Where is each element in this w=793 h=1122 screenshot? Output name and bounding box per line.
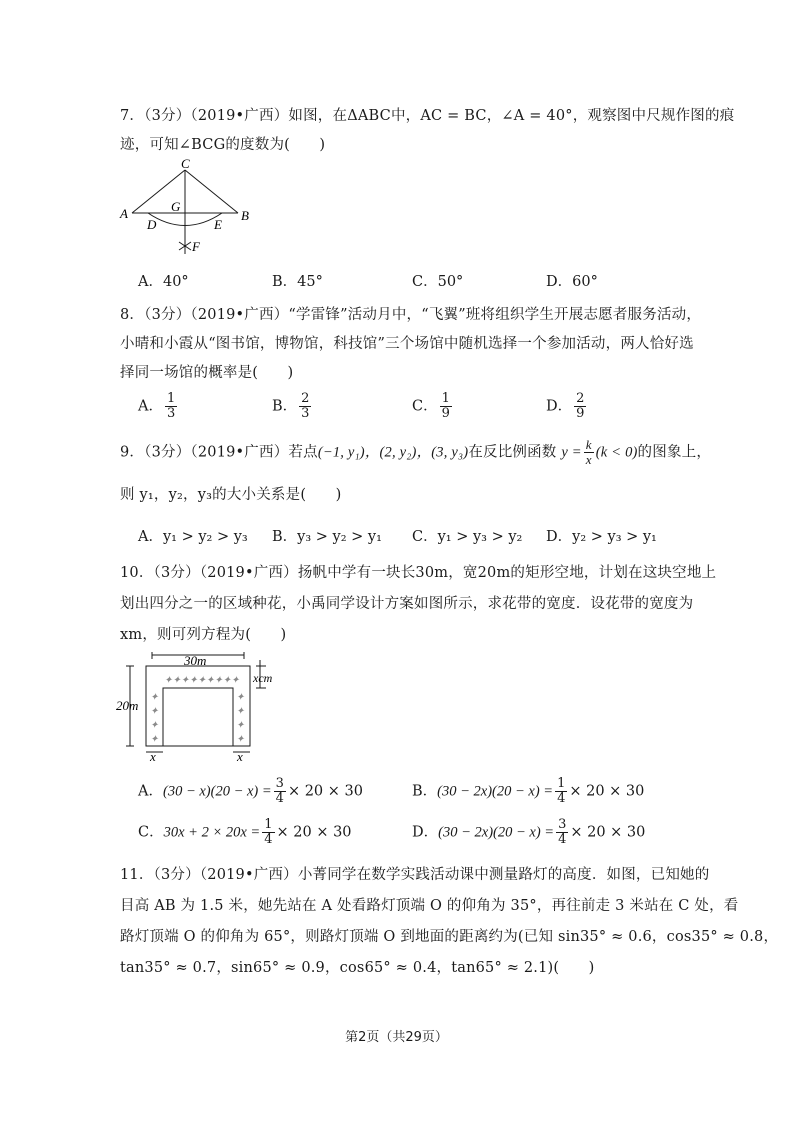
svg-text:✦: ✦ (236, 692, 245, 703)
q8-option-a-fraction (165, 392, 177, 421)
q10-option-b[interactable] (412, 777, 644, 806)
q9-func-fraction (584, 438, 594, 467)
q10-garden-figure (116, 652, 286, 762)
q10-option-c-fraction (262, 818, 274, 847)
q8-option-c-num: 1 (441, 391, 450, 406)
q8-text-line-3: 择同一场馆的概率是( ) (120, 365, 294, 381)
q10-option-c[interactable] (138, 818, 352, 847)
q8-option-d-fraction (574, 392, 586, 421)
q10-option-d-den: 4 (558, 832, 567, 847)
q10-label-bottom-right: x (237, 749, 243, 762)
svg-text:✦: ✦ (150, 706, 159, 717)
q9-option-d[interactable]: D．y₂ > y₃ > y₁ (546, 529, 657, 545)
q10-option-c-label: C． (138, 824, 164, 841)
q7-label-F: F (192, 239, 200, 254)
q7-label-D: D (147, 217, 157, 232)
q9-mid: 在反比例函数 (468, 444, 557, 461)
q10-option-a-pre: (30 − x)(20 − x) = (162, 783, 272, 800)
q7-option-a[interactable]: A．40° (138, 274, 189, 290)
q8-option-d[interactable] (546, 392, 588, 421)
q10-text-line-1: 10．（3分）（2019•广西）扬帆中学有一块长30m，宽20m的矩形空地，计划在这块空地上 (120, 565, 717, 581)
q7-label-B: B (241, 208, 249, 223)
q8-option-b-num: 2 (301, 391, 310, 406)
svg-text:✦: ✦ (236, 734, 245, 745)
q9-func-cond: (k < 0) (595, 444, 638, 461)
q7-label-E: E (214, 217, 222, 232)
q10-option-d[interactable] (412, 818, 645, 847)
q7-option-c[interactable]: C．50° (412, 274, 464, 290)
q10-text-line-3: xm，则可列方程为( ) (120, 627, 287, 643)
q8-option-c-fraction (440, 392, 452, 421)
q8-option-c-den: 9 (441, 406, 450, 421)
q7-option-d[interactable]: D．60° (546, 274, 598, 290)
q9-suffix: 的图象上， (637, 444, 712, 461)
q10-option-c-post: × 20 × 30 (276, 824, 352, 841)
q7-option-b[interactable]: B．45° (272, 274, 323, 290)
q9-option-a[interactable]: A．y₁ > y₂ > y₃ (138, 529, 248, 545)
q7-label-C: C (181, 158, 190, 171)
q8-option-b[interactable] (272, 392, 313, 421)
q9-option-b[interactable]: B．y₃ > y₂ > y₁ (272, 529, 382, 545)
q8-option-b-label: B． (272, 398, 298, 415)
svg-text:✦: ✦ (150, 734, 159, 745)
q8-option-d-num: 2 (576, 391, 585, 406)
q9-points: (−1, y₁)，(2, y₂)，(3, y₃) (317, 444, 469, 461)
svg-text:✦: ✦ (150, 692, 159, 703)
q10-label-left: 20m (116, 698, 139, 713)
q8-option-d-den: 9 (576, 406, 585, 421)
q10-option-b-fraction (555, 777, 567, 806)
q10-option-a[interactable] (138, 777, 363, 806)
q8-text-line-1: 8．（3分）（2019•广西）“学雷锋”活动月中，“飞翼”班将组织学生开展志愿者服务活动， (120, 307, 702, 323)
q11-text-line-2: 目高 AB 为 1.5 米，她先站在 A 处看路灯顶端 O 的仰角为 35°，再往前走 3 米站在 C 处，看 (120, 898, 739, 914)
q10-option-a-label: A． (138, 783, 163, 800)
q10-option-d-post: × 20 × 30 (570, 824, 646, 841)
q10-option-c-den: 4 (264, 832, 273, 847)
q7-triangle-figure (118, 158, 268, 258)
q7-text-line-2: 迹，可知∠BCG的度数为( ) (120, 137, 326, 153)
q10-option-a-post: × 20 × 30 (287, 783, 363, 800)
q11-text-line-1: 11．（3分）（2019•广西）小菁同学在数学实践活动课中测量路灯的高度．如图，已知她的 (120, 867, 710, 883)
q7-label-G: G (171, 199, 181, 214)
q10-option-a-den: 4 (275, 791, 284, 806)
q10-option-a-fraction (274, 777, 286, 806)
q10-option-c-pre: 30x + 2 × 20x = (163, 824, 261, 841)
q11-text-line-3: 路灯顶端 O 的仰角为 65°，则路灯顶端 O 到地面的距离约为(已知 sin35° ≈ 0.6，cos35° ≈ 0.8， (120, 929, 779, 945)
q9-text-line-1 (120, 438, 711, 467)
q10-option-d-label: D． (412, 824, 439, 841)
svg-text:✦✦✦✦✦✦✦✦✦: ✦✦✦✦✦✦✦✦✦ (164, 675, 240, 686)
q8-option-c[interactable] (412, 392, 454, 421)
q10-option-c-num: 1 (264, 817, 273, 832)
q8-text-line-2: 小晴和小霞从“图书馆，博物馆，科技馆”三个场馆中随机选择一个参加活动，两人恰好选 (120, 336, 694, 352)
q10-label-right: xcm (253, 671, 273, 685)
q8-option-a-den: 3 (166, 406, 176, 421)
q9-func-num: k (585, 437, 592, 452)
svg-text:✦: ✦ (236, 720, 245, 731)
q10-text-line-2: 划出四分之一的区域种花，小禹同学设计方案如图所示，求花带的宽度．设花带的宽度为 (120, 596, 694, 612)
svg-text:✦: ✦ (236, 706, 245, 717)
q10-option-d-num: 3 (558, 817, 567, 832)
q8-option-a[interactable] (138, 392, 179, 421)
q10-option-b-label: B． (412, 783, 438, 800)
q9-func-den: x (585, 452, 592, 467)
q9-option-c[interactable]: C．y₁ > y₃ > y₂ (412, 529, 523, 545)
q7-label-A: A (120, 206, 128, 221)
page-footer: 第2页（共29页） (345, 1030, 448, 1045)
q10-option-b-pre: (30 − 2x)(20 − x) = (437, 783, 554, 800)
q9-prefix: 9．（3分）（2019•广西）若点 (120, 444, 318, 461)
q11-text-line-4: tan35° ≈ 0.7，sin65° ≈ 0.9，cos65° ≈ 0.4，tan65° ≈ 2.1)( ) (120, 960, 595, 976)
q10-option-d-pre: (30 − 2x)(20 − x) = (438, 824, 555, 841)
q10-label-bottom-left: x (150, 749, 156, 762)
q8-option-b-fraction (299, 392, 311, 421)
q9-func-lhs: y = (561, 444, 582, 461)
q10-option-b-den: 4 (557, 791, 566, 806)
q10-option-b-post: × 20 × 30 (569, 783, 645, 800)
q9-text-line-2: 则 y₁，y₂，y₃的大小关系是( ) (120, 487, 342, 503)
q8-option-b-den: 3 (301, 406, 310, 421)
q8-option-a-num: 1 (166, 391, 176, 406)
q8-option-c-label: C． (412, 398, 438, 415)
q8-option-d-label: D． (546, 398, 573, 415)
q10-option-a-num: 3 (275, 776, 284, 791)
q8-option-a-label: A． (138, 398, 163, 415)
q10-option-b-num: 1 (557, 776, 566, 791)
svg-text:✦: ✦ (150, 720, 159, 731)
q7-text-line-1: 7．（3分）（2019•广西）如图，在ΔABC中，AC = BC，∠A = 40°，观察图中尺规作图的痕 (120, 108, 735, 124)
q10-label-top: 30m (184, 653, 207, 668)
q10-option-d-fraction (556, 818, 568, 847)
